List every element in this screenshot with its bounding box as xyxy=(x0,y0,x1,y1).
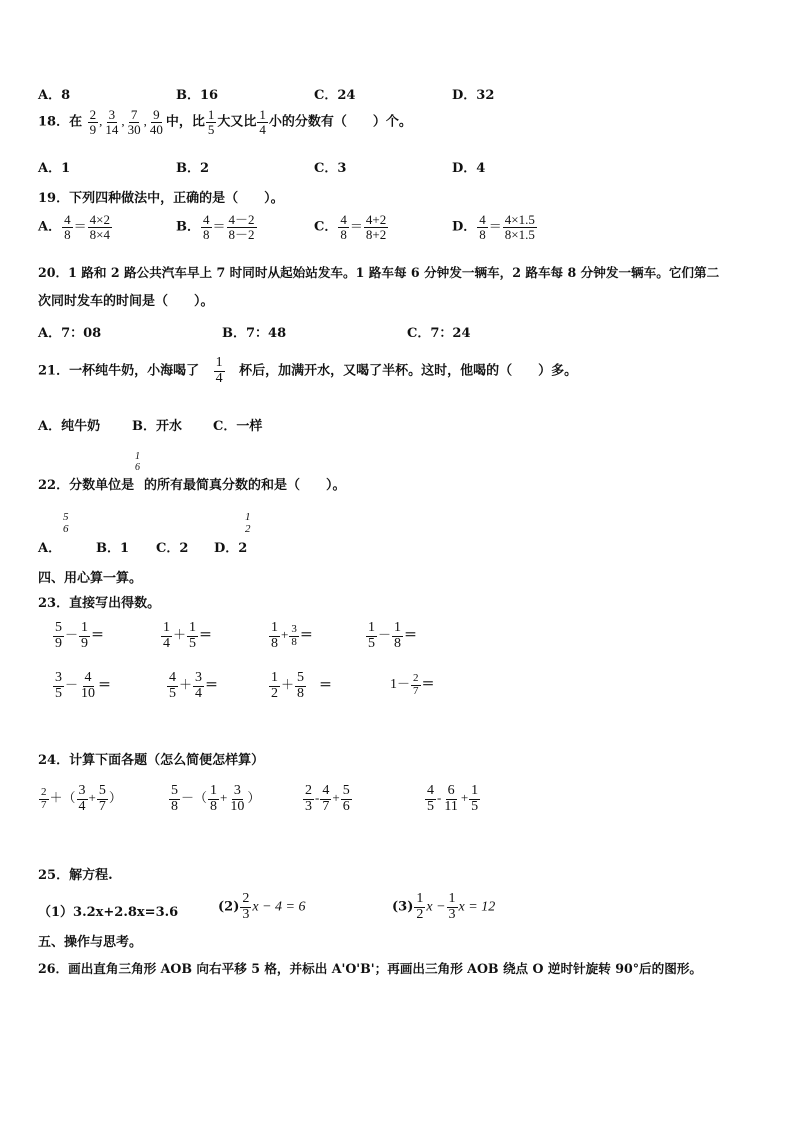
fraction: $\frac{4\times 2}{8\times 4}$ xyxy=(89,212,110,242)
q23-expr-1: $\frac{5}{9}$ － $\frac{1}{9}$ ＝ xyxy=(55,620,105,651)
q17-option-b: B．16 xyxy=(176,88,219,103)
q22-option-a-fraction: 5 6 xyxy=(63,511,69,535)
section-5-heading: 五、操作与思考。 xyxy=(38,935,143,950)
q22-option-d-fraction: 1 2 xyxy=(245,511,251,535)
q21-option-a: A．纯牛奶 xyxy=(38,419,101,434)
q17-option-c: C．24 xyxy=(314,88,356,103)
q24-expr-2: $\frac{5}{8}$ －（ $\frac{1}{8}$ + $\frac{3}{10}$ ） xyxy=(171,783,261,814)
q25-question: 25．解方程. xyxy=(38,868,113,883)
q24-expr-3: $\frac{2}{3}$ - $\frac{4}{7}$ + $\frac{5}{6}$ xyxy=(305,783,350,814)
q24-question: 24．计算下面各题（怎么简便怎样算） xyxy=(38,753,265,768)
q22-option-a: A． xyxy=(38,541,62,556)
q21-option-b: B．开水 xyxy=(132,419,182,434)
q25-equation-1: （1）3.2x+2.8x=3.6 xyxy=(38,905,179,920)
fraction: $\frac{4-2}{8-2}$ xyxy=(228,212,255,242)
fraction: $\frac{4+2}{8+2}$ xyxy=(365,212,387,242)
q18-mid1: 中，比 xyxy=(165,114,205,130)
q20-option-b: B．7：48 xyxy=(222,326,287,341)
fraction: $\frac{9}{40}$ xyxy=(149,107,163,137)
q18-question: 18．在 $\frac{2}{9}$ , $\frac{3}{14}$ , $\frac{7}{30}$ , $\frac{9}{40}$ 中，比 $\frac{1}{5}$ 大又比 $\frac{1}{4}$ 小的分数有（ ）个。 xyxy=(38,107,412,137)
fraction: $\frac{4}{8}$ xyxy=(203,212,210,242)
q19-option-a: A． $\frac{4}{8}$ ＝ $\frac{4\times 2}{8\times 4}$ xyxy=(38,212,110,242)
q23-expr-3: $\frac{1}{8}$ + $\frac{3}{8}$ ＝ xyxy=(271,620,313,651)
q25-equation-3: (3) $\frac{1}{2}$ x − $\frac{1}{3}$ x = 12 xyxy=(392,891,496,922)
q19-question: 19．下列四种做法中，正确的是（ ）。 xyxy=(38,191,284,206)
q22-unit-fraction: 1 6 xyxy=(135,451,140,473)
section-4-heading: 四、用心算一算。 xyxy=(38,571,143,586)
q22-option-c: C．2 xyxy=(156,541,189,556)
q22-question-prefix: 22．分数单位是 xyxy=(38,478,135,493)
q23-expr-8: 1－ $\frac{2}{7}$ ＝ xyxy=(390,672,435,697)
q18-number: 18． xyxy=(38,114,70,130)
fraction: $\frac{2}{9}$ xyxy=(89,107,97,137)
q18-mid2: 大又比 xyxy=(217,114,257,130)
q20-question-line1: 20．1 路和 2 路公共汽车早上 7 时同时从起始站发车。1 路车每 6 分钟发一辆车，2 路车每 8 分钟发一辆车。它们第二 xyxy=(38,265,720,280)
q23-expr-7: $\frac{1}{2}$ ＋ $\frac{5}{8}$ ＝ xyxy=(271,670,333,701)
fraction: $\frac{4\times 1.5}{8\times 1.5}$ xyxy=(504,212,535,242)
q17-option-a: A．8 xyxy=(38,88,71,103)
q20-option-a: A．7：08 xyxy=(38,326,102,341)
q17-option-d: D．32 xyxy=(452,88,495,103)
fraction: $\frac{1}{5}$ xyxy=(207,107,215,137)
q23-expr-5: $\frac{3}{5}$ － $\frac{4}{10}$ ＝ xyxy=(55,670,112,701)
q18-option-b: B．2 xyxy=(176,161,210,176)
q23-expr-2: $\frac{1}{4}$ ＋ $\frac{1}{5}$ ＝ xyxy=(163,620,213,651)
q20-option-c: C．7：24 xyxy=(407,326,471,341)
q22-question-suffix: 的所有最简真分数的和是（ ）。 xyxy=(144,478,346,493)
q18-pre: 在 xyxy=(69,114,83,130)
q19-option-b: B． $\frac{4}{8}$ ＝ $\frac{4-2}{8-2}$ xyxy=(176,212,255,242)
fraction: $\frac{4}{8}$ xyxy=(340,212,347,242)
q21-question: 21．一杯纯牛奶，小海喝了 $\frac{1}{4}$ 杯后，加满开水，又喝了半杯。这时，他喝的（ ）多。 xyxy=(38,355,578,386)
fraction: $\frac{4}{8}$ xyxy=(64,212,71,242)
q22-option-b: B．1 xyxy=(96,541,130,556)
q24-expr-1: $\frac{2}{7}$ ＋（ $\frac{3}{4}$ + $\frac{5}{7}$ ） xyxy=(41,783,122,814)
q23-question: 23．直接写出得数。 xyxy=(38,596,161,611)
fraction: $\frac{3}{14}$ xyxy=(105,107,119,137)
q26-question: 26．画出直角三角形 AOB 向右平移 5 格，并标出 A'O'B'；再画出三角形 AOB 绕点 O 逆时针旋转 90°后的图形。 xyxy=(38,961,703,976)
q21-option-c: C．一样 xyxy=(213,419,263,434)
q18-option-d: D．4 xyxy=(452,161,486,176)
fraction: $\frac{4}{8}$ xyxy=(479,212,486,242)
q22-option-d: D．2 xyxy=(214,541,248,556)
q20-question-line2: 次同时发车的时间是（ ）。 xyxy=(38,294,214,309)
q23-expr-6: $\frac{4}{5}$ ＋ $\frac{3}{4}$ ＝ xyxy=(169,670,219,701)
q18-option-c: C．3 xyxy=(314,161,347,176)
q18-post: 小的分数有（ ）个。 xyxy=(268,114,412,130)
fraction: $\frac{1}{4}$ xyxy=(259,107,266,137)
q19-option-c: C． $\frac{4}{8}$ ＝ $\frac{4+2}{8+2}$ xyxy=(314,212,387,242)
q19-option-d: D． $\frac{4}{8}$ ＝ $\frac{4\times 1.5}{8\times 1.5}$ xyxy=(452,212,535,242)
fraction: $\frac{1}{4}$ xyxy=(215,355,223,386)
fraction: $\frac{7}{30}$ xyxy=(127,107,141,137)
q18-option-a: A．1 xyxy=(38,161,71,176)
q25-equation-2: (2) $\frac{2}{3}$ x − 4 = 6 xyxy=(218,891,306,922)
q23-expr-4: $\frac{1}{5}$ － $\frac{1}{8}$ ＝ xyxy=(368,620,418,651)
q24-expr-4: $\frac{4}{5}$ - $\frac{6}{11}$ + $\frac{1}{5}$ xyxy=(427,783,479,814)
